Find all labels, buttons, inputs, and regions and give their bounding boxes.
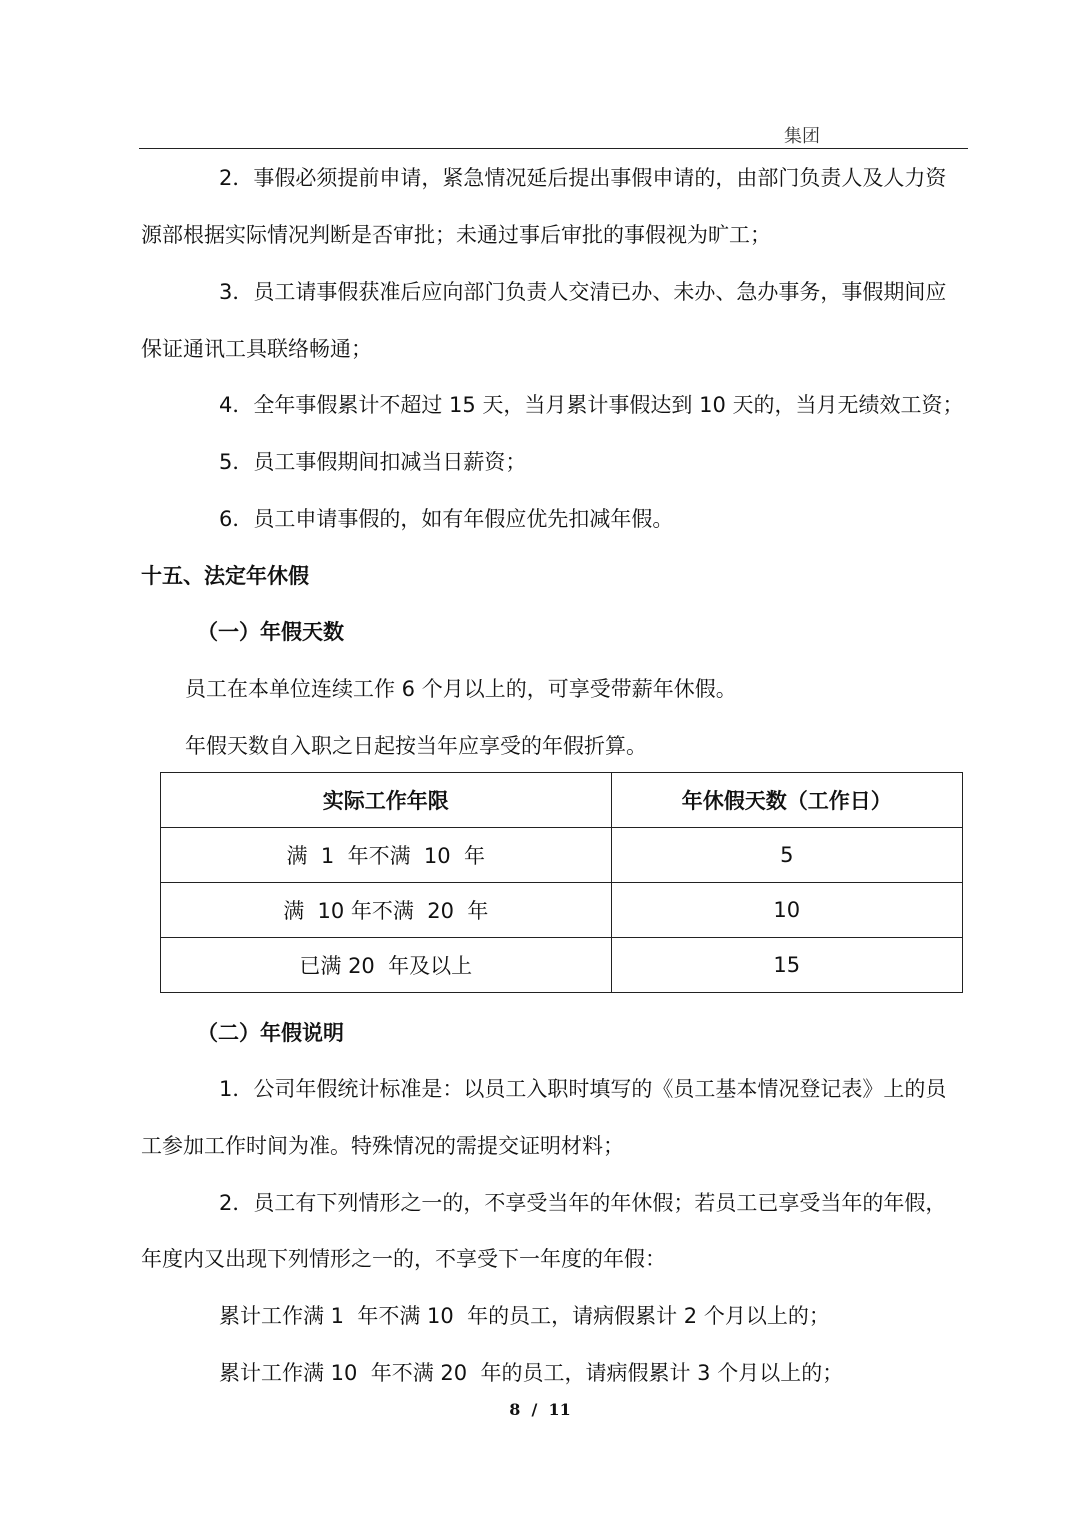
table-cell: 满 1 年不满 10 年 [161, 828, 612, 883]
paragraph-line: 年假天数自入职之日起按当年应享受的年假折算。 [185, 734, 647, 758]
paragraph-line: 3．员工请事假获准后应向部门负责人交清已办、未办、急办事务，事假期间应 [219, 280, 947, 304]
paragraph-line: 工参加工作时间为准。特殊情况的需提交证明材料； [141, 1134, 624, 1158]
table-row [161, 938, 963, 993]
paragraph-line: 1．公司年假统计标准是：以员工入职时填写的《员工基本情况登记表》上的员 [219, 1077, 947, 1101]
table-cell: 10 [611, 883, 962, 938]
table-row [161, 883, 963, 938]
section-title: 十五、法定年休假 [141, 564, 309, 588]
table-cell: 已满 20 年及以上 [161, 938, 612, 993]
paragraph-line: 年度内又出现下列情形之一的，不享受下一年度的年假： [141, 1247, 666, 1271]
table-header-row [161, 773, 963, 828]
paragraph-line: 保证通讯工具联络畅通； [141, 337, 372, 361]
paragraph-line: 累计工作满 10 年不满 20 年的员工，请病假累计 3 个月以上的； [219, 1361, 844, 1385]
page-header [139, 118, 968, 149]
paragraph-line: 2．事假必须提前申请，紧急情况延后提出事假申请的，由部门负责人及人力资 [219, 166, 947, 190]
column-header: 年休假天数（工作日） [611, 773, 962, 828]
paragraph-line: 源部根据实际情况判断是否审批；未通过事后审批的事假视为旷工； [141, 223, 771, 247]
annual-leave-table [160, 772, 963, 993]
column-header: 实际工作年限 [161, 773, 612, 828]
paragraph-line: 6．员工申请事假的，如有年假应优先扣减年假。 [219, 507, 674, 531]
table-cell: 15 [611, 938, 962, 993]
paragraph-line: 4．全年事假累计不超过 15 天，当月累计事假达到 10 天的，当月无绩效工资； [219, 393, 964, 417]
paragraph-line: 2．员工有下列情形之一的，不享受当年的年休假；若员工已享受当年的年假， [219, 1191, 947, 1215]
paragraph-line: 累计工作满 1 年不满 10 年的员工，请病假累计 2 个月以上的； [219, 1304, 830, 1328]
subsection-title: （一）年假天数 [197, 620, 344, 644]
table-cell: 5 [611, 828, 962, 883]
subsection-title: （二）年假说明 [197, 1021, 344, 1045]
page-number: 8 / 11 [509, 1400, 571, 1419]
paragraph-line: 员工在本单位连续工作 6 个月以上的，可享受带薪年休假。 [185, 677, 737, 701]
paragraph-line: 5．员工事假期间扣减当日薪资； [219, 450, 527, 474]
table-row [161, 828, 963, 883]
header-title: 集团 [784, 126, 820, 147]
table-cell: 满 10 年不满 20 年 [161, 883, 612, 938]
